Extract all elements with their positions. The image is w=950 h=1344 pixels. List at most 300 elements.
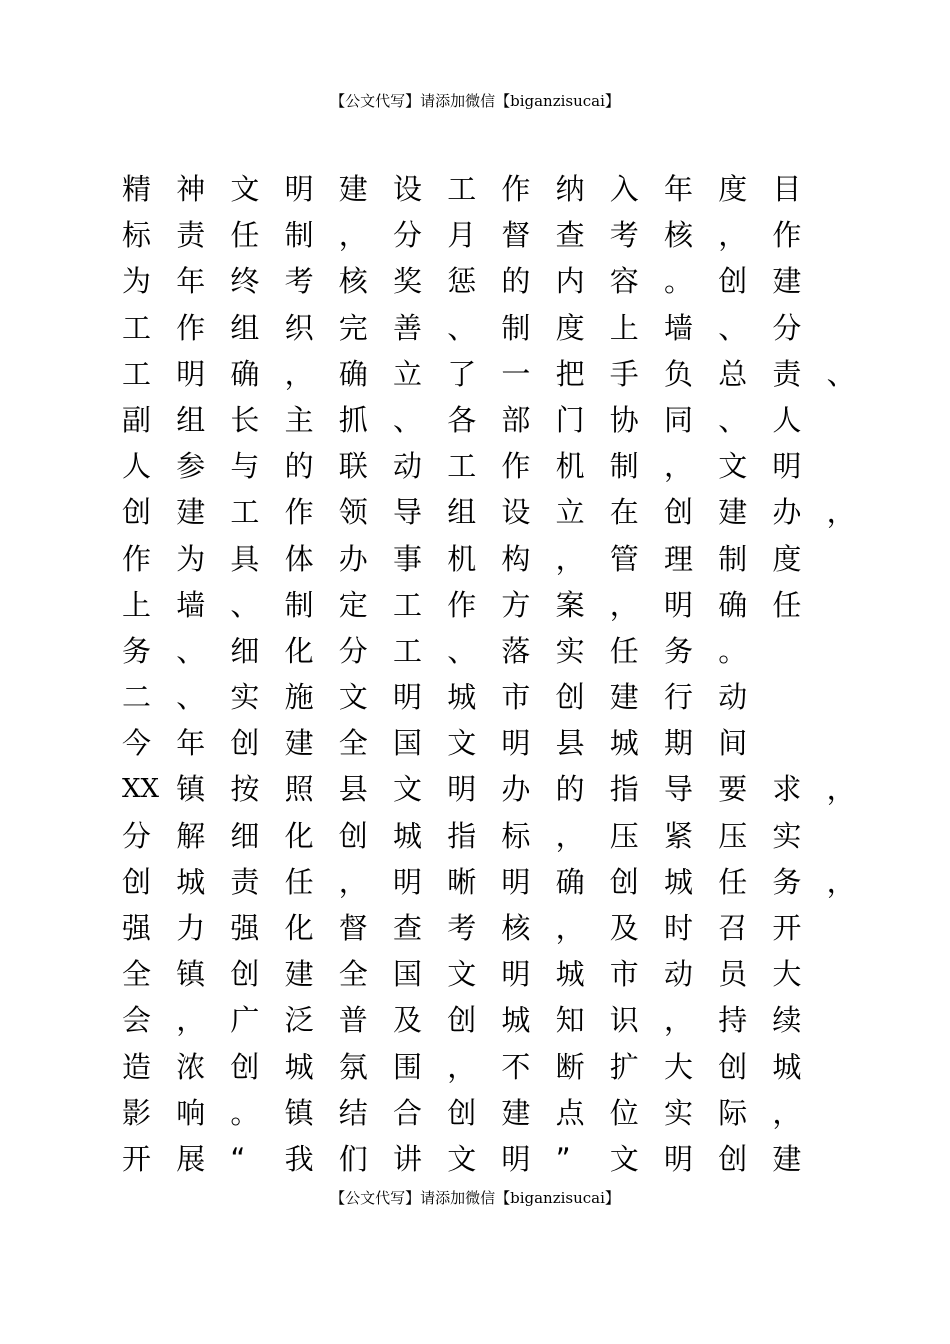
text-char: 的 [284,449,314,484]
text-char: 镇 [284,1095,314,1130]
text-char: ， [826,864,856,899]
text-char: 明 [664,587,694,622]
text-char: 抓 [338,402,368,437]
text-char: ， [664,449,694,484]
text-char: 制 [501,310,531,345]
text-char: 制 [718,541,748,576]
text-char: 任 [772,587,802,622]
text-char: 、 [230,587,260,622]
text-line [122,1136,862,1182]
text-char: ， [664,1003,694,1038]
text-char: 细 [230,818,260,853]
text-char: 月 [447,218,477,253]
text-char: 奖 [393,264,423,299]
text-char: 位 [609,1095,639,1130]
text-char: 长 [230,402,260,437]
text-char: 办 [772,495,802,530]
text-char: 年 [664,172,694,206]
text-line [122,997,862,1043]
text-char: 广 [230,1003,260,1038]
text-char: 创 [718,264,748,299]
text-char: 响 [176,1095,206,1130]
text-char: 镇 [176,772,206,807]
text-char: 分 [338,633,368,668]
text-char: 要 [718,772,748,807]
text-char: 任 [284,864,314,899]
text-char: 上 [122,587,152,622]
text-char: ， [447,1049,477,1084]
text-char: 办 [501,772,531,807]
text-char: 任 [609,633,639,668]
text-char: 大 [664,1049,694,1084]
text-char: 文 [447,1141,477,1176]
text-char: 核 [338,264,368,299]
text-line [122,166,862,212]
text-char: 为 [176,541,206,576]
text-char: 明 [447,772,477,807]
text-char: 分 [772,310,802,345]
text-char: 织 [284,310,314,345]
text-char: 持 [718,1003,748,1038]
page-header: 【公文代写】请添加微信【biganzisucai】 [330,92,620,110]
text-char: 指 [609,772,639,807]
text-char: 文 [718,449,748,484]
text-char: 确 [718,587,748,622]
text-char: 浓 [176,1049,206,1084]
text-char: 会 [122,1003,152,1038]
text-char: 期 [664,726,694,761]
text-char: 明 [176,356,206,391]
text-char: 人 [122,449,152,484]
text-char: 协 [609,402,639,437]
text-char: 工 [122,310,152,345]
text-char: ” [555,1141,571,1176]
text-char: 全 [122,957,152,992]
text-char: 强 [230,911,260,945]
text-char: 文 [338,680,368,715]
text-char: 容 [609,264,639,299]
page-footer: 【公文代写】请添加微信【biganzisucai】 [330,1189,620,1207]
text-char: 工 [230,495,260,530]
text-char: 文 [447,957,477,992]
text-char: 按 [230,772,260,807]
text-char: 查 [393,911,423,945]
text-char: 创 [122,864,152,899]
text-char: 建 [501,1095,531,1130]
text-char: 善 [393,310,423,345]
text-char: 今 [122,726,152,761]
text-char: 动 [718,680,748,715]
text-char: 作 [772,218,802,253]
text-line [122,258,862,304]
text-char: 文 [230,172,260,206]
text-char: 压 [718,818,748,853]
text-line [122,212,862,258]
text-char: 终 [230,264,260,299]
text-char: 时 [664,911,694,945]
text-char: 围 [393,1049,423,1084]
text-char: 镇 [176,957,206,992]
text-char: 间 [718,726,748,761]
text-char: 部 [501,402,531,437]
text-char: 、 [826,356,856,391]
text-char: 考 [284,264,314,299]
text-char: 工 [122,356,152,391]
text-char: 创 [718,1141,748,1176]
text-char: 立 [555,495,585,530]
text-char: 创 [122,495,152,530]
text-char: 文 [609,1141,639,1176]
text-char: 精 [122,172,152,206]
text-char: 建 [772,264,802,299]
text-char: 明 [501,726,531,761]
text-char: 文 [393,772,423,807]
text-char: 明 [393,864,423,899]
text-line [122,813,862,859]
text-char: 求 [772,772,802,807]
text-char: ， [826,495,856,530]
text-char: 任 [718,864,748,899]
text-char: 务 [664,633,694,668]
text-char: 创 [447,1095,477,1130]
text-char: 标 [501,818,531,853]
text-char: 理 [664,541,694,576]
text-char: 建 [176,495,206,530]
text-char: 际 [718,1095,748,1130]
text-char: 建 [338,172,368,206]
text-char: 实 [772,818,802,853]
text-char: ， [718,218,748,253]
text-char: 强 [122,911,152,945]
text-line [122,397,862,443]
text-char: 氛 [338,1049,368,1084]
text-line [122,1044,862,1090]
text-char: 机 [555,449,585,484]
text-char: 城 [555,957,585,992]
text-line [122,582,862,628]
text-char: 结 [338,1095,368,1130]
text-char: 动 [664,957,694,992]
text-char: 构 [501,541,531,576]
text-char: “ [230,1141,246,1176]
text-char: 造 [122,1049,152,1084]
text-char: 联 [338,449,368,484]
text-char: 我 [284,1141,314,1176]
text-char: 各 [447,402,477,437]
text-char: 创 [609,864,639,899]
text-char: 、 [393,402,423,437]
text-char: 不 [501,1049,531,1084]
text-char: 纳 [555,172,585,206]
text-char: 制 [284,587,314,622]
text-char: 化 [284,911,314,945]
text-char: XX [122,774,160,805]
text-char: ， [609,587,639,622]
text-char: 压 [609,818,639,853]
text-char: 行 [664,680,694,715]
text-char: 建 [718,495,748,530]
text-char: 作 [501,449,531,484]
text-char: 在 [609,495,639,530]
document-body [122,166,862,1182]
text-char: 责 [230,864,260,899]
text-char: 的 [501,264,531,299]
text-char: 文 [447,726,477,761]
text-char: 员 [718,957,748,992]
text-char: 度 [772,541,802,576]
text-line [122,951,862,997]
text-line [122,489,862,535]
text-char: 创 [447,1003,477,1038]
text-char: 分 [122,818,152,853]
text-char: 城 [664,864,694,899]
text-char: 工 [393,633,423,668]
text-char: 紧 [664,818,694,853]
text-char: 建 [772,1141,802,1176]
text-char: 城 [393,818,423,853]
text-char: 组 [447,495,477,530]
text-char: 实 [664,1095,694,1130]
text-char: 全 [338,957,368,992]
text-char: 影 [122,1095,152,1130]
text-char: 识 [609,1003,639,1038]
text-char: 与 [230,449,260,484]
text-char: 作 [122,541,152,576]
text-char: 明 [501,864,531,899]
text-char: 同 [664,402,694,437]
text-char: 建 [609,680,639,715]
text-char: 了 [447,356,477,391]
text-char: 及 [609,911,639,945]
text-char: 核 [501,911,531,945]
text-char: 为 [122,264,152,299]
text-char: 确 [338,356,368,391]
text-char: 、 [176,680,206,715]
text-char: 施 [284,680,314,715]
text-char: 、 [718,310,748,345]
text-line [122,536,862,582]
text-char: 们 [338,1141,368,1176]
text-char: 明 [284,172,314,206]
text-char: 把 [555,356,585,391]
text-char: 定 [338,587,368,622]
text-char: 务 [122,633,152,668]
text-line [122,766,862,812]
text-char: 任 [230,218,260,253]
text-char: 城 [176,864,206,899]
text-char: 。 [664,264,694,299]
text-char: 墙 [664,310,694,345]
text-char: 扩 [609,1049,639,1084]
text-char: 全 [338,726,368,761]
text-char: 普 [338,1003,368,1038]
text-char: 落 [501,633,531,668]
text-char: 。 [718,633,748,668]
text-char: 市 [501,680,531,715]
text-char: 知 [555,1003,585,1038]
text-char: ， [176,1003,206,1038]
text-char: 、 [447,633,477,668]
text-char: 分 [393,218,423,253]
text-char: 完 [338,310,368,345]
text-char: 断 [555,1049,585,1084]
text-char: 度 [555,310,585,345]
text-char: ， [772,1095,802,1130]
text-char: 合 [393,1095,423,1130]
text-char: 一 [501,356,531,391]
text-char: 动 [393,449,423,484]
text-char: 督 [501,218,531,253]
text-char: 明 [501,1141,531,1176]
text-char: 讲 [393,1141,423,1176]
text-char: 内 [555,264,585,299]
text-char: 开 [122,1141,152,1176]
text-char: 创 [230,1049,260,1084]
text-char: 导 [664,772,694,807]
text-char: 解 [176,818,206,853]
text-char: 主 [284,402,314,437]
text-char: 县 [338,772,368,807]
text-char: 目 [772,172,802,206]
text-char: 展 [176,1141,206,1176]
text-char: 办 [338,541,368,576]
text-line [122,628,862,674]
text-char: 副 [122,402,152,437]
text-char: 责 [772,356,802,391]
text-char: 制 [284,218,314,253]
text-char: 工 [447,449,477,484]
text-char: 务 [772,864,802,899]
text-char: 城 [447,680,477,715]
text-char: 组 [176,402,206,437]
text-char: 晰 [447,864,477,899]
text-char: 度 [718,172,748,206]
text-char: 国 [393,726,423,761]
text-char: 的 [555,772,585,807]
text-char: 化 [284,633,314,668]
text-char: 机 [447,541,477,576]
text-char: 组 [230,310,260,345]
text-char: 总 [718,356,748,391]
text-char: 明 [772,449,802,484]
text-char: 化 [284,818,314,853]
text-char: 实 [555,633,585,668]
text-char: 作 [176,310,206,345]
text-char: 神 [176,172,206,206]
text-char: 续 [772,1003,802,1038]
text-char: 具 [230,541,260,576]
text-line [122,905,862,951]
text-char: 立 [393,356,423,391]
text-char: 县 [555,726,585,761]
text-char: 二 [122,680,152,715]
text-char: 、 [176,633,206,668]
text-line [122,351,862,397]
text-char: 建 [284,957,314,992]
text-char: ， [555,541,585,576]
text-char: ， [338,864,368,899]
text-char: 大 [772,957,802,992]
text-char: 细 [230,633,260,668]
text-line [122,674,862,720]
text-char: 市 [609,957,639,992]
text-char: 国 [393,957,423,992]
text-char: 召 [718,911,748,945]
text-char: 明 [393,680,423,715]
text-char: ， [284,356,314,391]
text-char: 年 [176,726,206,761]
text-char: 建 [284,726,314,761]
text-char: 管 [609,541,639,576]
text-char: 年 [176,264,206,299]
text-char: 方 [501,587,531,622]
text-char: 事 [393,541,423,576]
text-char: 工 [447,172,477,206]
text-line [122,305,862,351]
text-char: 案 [555,587,585,622]
text-char: ， [555,911,585,945]
text-char: 明 [664,1141,694,1176]
text-char: ， [555,818,585,853]
text-char: 手 [609,356,639,391]
text-char: 设 [501,495,531,530]
text-line [122,859,862,905]
text-char: ， [826,772,856,807]
text-char: 惩 [447,264,477,299]
text-line [122,443,862,489]
text-char: 创 [664,495,694,530]
text-char: 责 [176,218,206,253]
text-char: 、 [718,402,748,437]
text-char: 创 [718,1049,748,1084]
text-char: 城 [501,1003,531,1038]
text-char: 作 [501,172,531,206]
text-char: 力 [176,911,206,945]
text-char: 点 [555,1095,585,1130]
text-char: 上 [609,310,639,345]
text-char: 作 [447,587,477,622]
text-char: 核 [664,218,694,253]
text-char: 创 [338,818,368,853]
text-char: 导 [393,495,423,530]
text-char: 负 [664,356,694,391]
text-char: 设 [393,172,423,206]
text-char: 照 [284,772,314,807]
text-char: 入 [609,172,639,206]
text-char: 及 [393,1003,423,1038]
text-char: 实 [230,680,260,715]
text-char: 创 [230,957,260,992]
text-char: 制 [609,449,639,484]
text-line [122,720,862,766]
text-char: 人 [772,402,802,437]
text-char: 城 [772,1049,802,1084]
text-char: 城 [609,726,639,761]
text-char: 、 [447,310,477,345]
text-char: 。 [230,1095,260,1130]
text-char: 确 [555,864,585,899]
text-char: 标 [122,218,152,253]
text-char: 督 [338,911,368,945]
text-char: 城 [284,1049,314,1084]
text-char: 查 [555,218,585,253]
text-char: 工 [393,587,423,622]
text-char: 考 [609,218,639,253]
text-char: 确 [230,356,260,391]
text-line [122,1090,862,1136]
text-char: 门 [555,402,585,437]
text-char: 领 [338,495,368,530]
